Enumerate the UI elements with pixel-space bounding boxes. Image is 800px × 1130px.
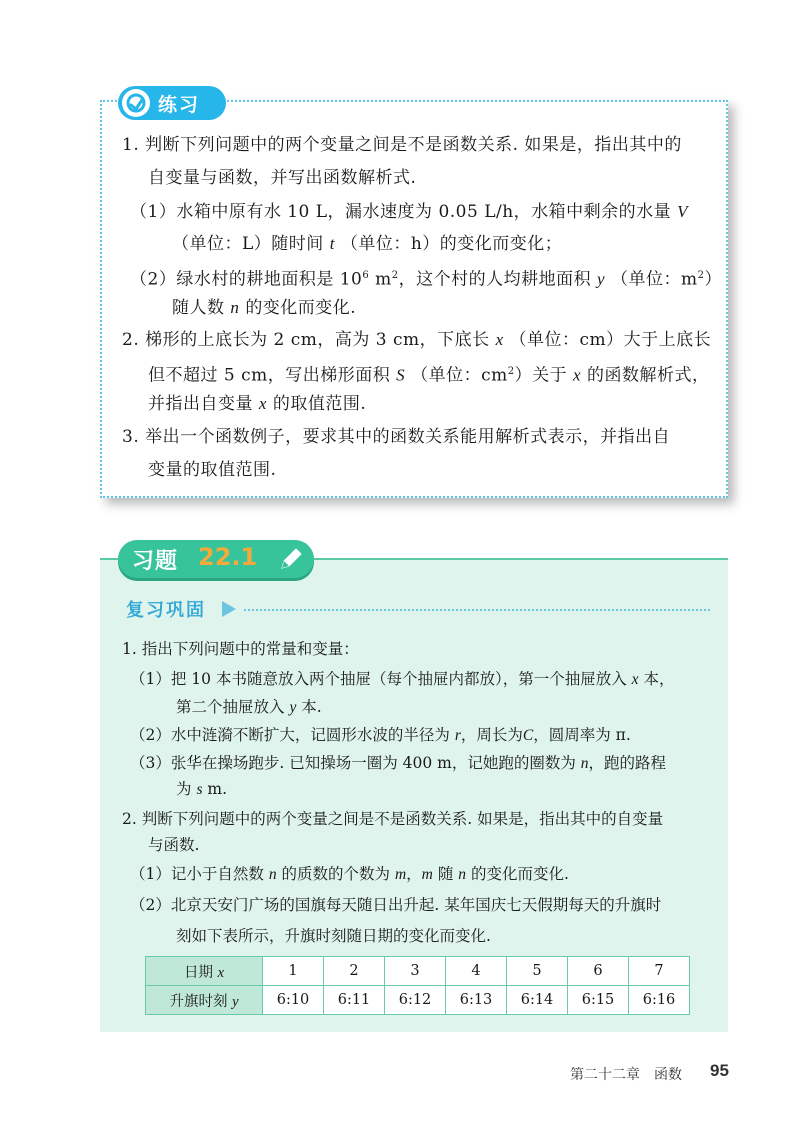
text-span: （1）记小于自然数 (130, 865, 264, 883)
variable-y: y (597, 269, 606, 289)
section-divider (244, 609, 710, 611)
text-span: 的函数解析式， (586, 365, 710, 386)
table-row (146, 986, 690, 1015)
practice-tab (118, 86, 226, 120)
table-header-date (146, 957, 263, 986)
triangle-arrow-icon (220, 599, 238, 623)
text-span: （1）水箱中原有水 10 L，漏水速度为 0.05 L/h，水箱中剩余的水量 (130, 202, 672, 222)
table-cell: 6 (568, 957, 629, 986)
table-header-time (146, 986, 263, 1015)
variable-x: x (573, 365, 582, 385)
practice-q1-line2: 自变量与函数，并写出函数解析式. (148, 168, 417, 188)
table-cell: 6:13 (446, 986, 507, 1015)
text-span: （2）绿水村的耕地面积是 10 (130, 269, 363, 290)
practice-q2-line2 (148, 360, 709, 388)
exercise-q1-s3-line2 (176, 778, 227, 801)
text-span: 并指出自变量 (148, 394, 253, 414)
exercise-q2-line1: 2. 判断下列问题中的两个变量之间是不是函数关系. 如果是，指出其中的自变量 (122, 810, 664, 828)
text-span: 的变化而变化. (470, 865, 569, 883)
page-number: 95 (710, 1061, 729, 1080)
variable-s: s (196, 781, 203, 798)
text-span: ， (406, 865, 422, 883)
text-span: 第二个抽屉放入 (176, 698, 285, 716)
exercise-q2-line2: 与函数. (148, 836, 200, 854)
text-span: 随人数 (172, 298, 225, 318)
text-span: 的变化而变化. (245, 298, 357, 318)
practice-q1-s2-line1 (130, 264, 722, 292)
exercise-q2-s1 (130, 863, 569, 886)
exercise-number: 22.1 (198, 543, 258, 571)
variable-x: x (631, 671, 639, 688)
text-span: 本， (643, 670, 675, 688)
text-span: （单位：cm）大于上底长 (509, 330, 712, 350)
text-span: （单位：cm (411, 365, 508, 386)
text-span: （2）水中涟漪不断扩大，记圆形水波的半径为 (130, 726, 450, 744)
text-span: m. (202, 780, 228, 798)
table-cell: 3 (385, 957, 446, 986)
exercise-q2-s2-line2: 刻如下表所示，升旗时刻随日期的变化而变化. (176, 927, 491, 945)
table-cell: 6:11 (324, 986, 385, 1015)
practice-icon (122, 89, 150, 117)
table-cell: 6:12 (385, 986, 446, 1015)
text-span: ） (704, 269, 722, 290)
variable-n: n (458, 866, 467, 883)
practice-q1-s2-line2 (172, 296, 356, 320)
exercise-q1-s1-line1 (130, 668, 674, 691)
variable-c: C (522, 727, 534, 744)
table-row (146, 957, 690, 986)
table-cell: 6:16 (629, 986, 690, 1015)
variable-m: m (421, 866, 433, 883)
practice-q1-line1: 1. 判断下列问题中的两个变量之间是不是函数关系. 如果是，指出其中的 (122, 135, 682, 155)
variable-v: V (677, 202, 688, 221)
exercise-q2-s2-line1: （2）北京天安门广场的国旗每天随日出升起. 某年国庆七天假期每天的升旗时 (130, 896, 662, 914)
text-span: （3）张华在操场跑步. 已知操场一圈为 400 m，记她跑的圈数为 (130, 754, 576, 772)
text-span: ，跑的路程 (588, 754, 667, 772)
practice-q1-s1-line1 (130, 200, 688, 224)
variable-x: x (258, 394, 267, 413)
text-span: 为 (176, 780, 192, 798)
variable-y: y (289, 699, 297, 716)
text-span: ，这个村的人均耕地面积 (398, 269, 592, 290)
text-span: ）关于 (514, 365, 568, 386)
variable-x: x (495, 330, 504, 349)
text-span: （1）把 10 本书随意放入两个抽屉（每个抽屉内都放），第一个抽屉放入 (130, 670, 627, 688)
text-span: （单位：h）的变化而变化； (340, 234, 563, 254)
variable-m: m (394, 866, 407, 883)
exercise-tab (118, 540, 314, 578)
exercise-q1-line1: 1. 指出下列问题中的常量和变量： (122, 640, 359, 658)
variable-t: t (329, 234, 335, 253)
variable-n: n (580, 755, 589, 772)
practice-q3-line1: 3. 举出一个函数例子，要求其中的函数关系能用解析式表示，并指出自 (122, 427, 671, 447)
text-span: 的质数的个数为 (281, 865, 391, 883)
variable-n: n (230, 298, 240, 317)
superscript: 6 (362, 270, 370, 281)
text-span: 日期 (183, 964, 213, 981)
text-span: 本. (301, 698, 322, 716)
practice-q2-line3 (148, 392, 366, 416)
practice-q3-line2: 变量的取值范围. (148, 460, 277, 480)
pencil-icon (278, 546, 304, 576)
superscript: 2 (391, 270, 399, 281)
text-span: （单位：m (611, 269, 698, 290)
variable-r: r (454, 727, 461, 744)
table-cell: 7 (629, 957, 690, 986)
superscript: 2 (697, 270, 705, 281)
exercise-q1-s2 (130, 724, 631, 747)
table-cell: 2 (324, 957, 385, 986)
table-cell: 5 (507, 957, 568, 986)
table-cell: 4 (446, 957, 507, 986)
text-span: 随 (437, 865, 454, 883)
table-cell: 6:10 (263, 986, 324, 1015)
variable-n: n (268, 866, 277, 883)
practice-title: 练习 (158, 93, 201, 116)
review-section-title: 复习巩固 (126, 600, 206, 621)
exercise-label: 习题 (132, 549, 179, 574)
variable-x: x (217, 964, 225, 981)
practice-q2-line1 (122, 328, 711, 352)
text-span: 的取值范围. (272, 394, 367, 414)
text-span: 但不超过 5 cm，写出梯形面积 (148, 365, 391, 386)
text-span: ，周长为 (460, 726, 523, 744)
text-span: ，圆周率为 π. (533, 726, 631, 744)
exercise-q1-s3-line1 (130, 752, 666, 775)
text-span: 升旗时刻 (169, 993, 228, 1010)
table-cell: 1 (263, 957, 324, 986)
text-span: （单位：L）随时间 (172, 234, 324, 254)
text-span: 2. 梯形的上底长为 2 cm，高为 3 cm，下底长 (122, 330, 490, 350)
table-cell: 6:15 (568, 986, 629, 1015)
table-cell: 6:14 (507, 986, 568, 1015)
chapter-footer: 第二十二章 函数 (570, 1067, 682, 1083)
variable-s: S (396, 365, 406, 385)
flag-raising-table (145, 956, 690, 1015)
exercise-q1-s1-line2 (176, 696, 322, 719)
practice-q1-s1-line2 (172, 232, 562, 256)
text-span: m (369, 269, 392, 290)
superscript: 2 (507, 366, 515, 377)
variable-y: y (232, 993, 239, 1010)
